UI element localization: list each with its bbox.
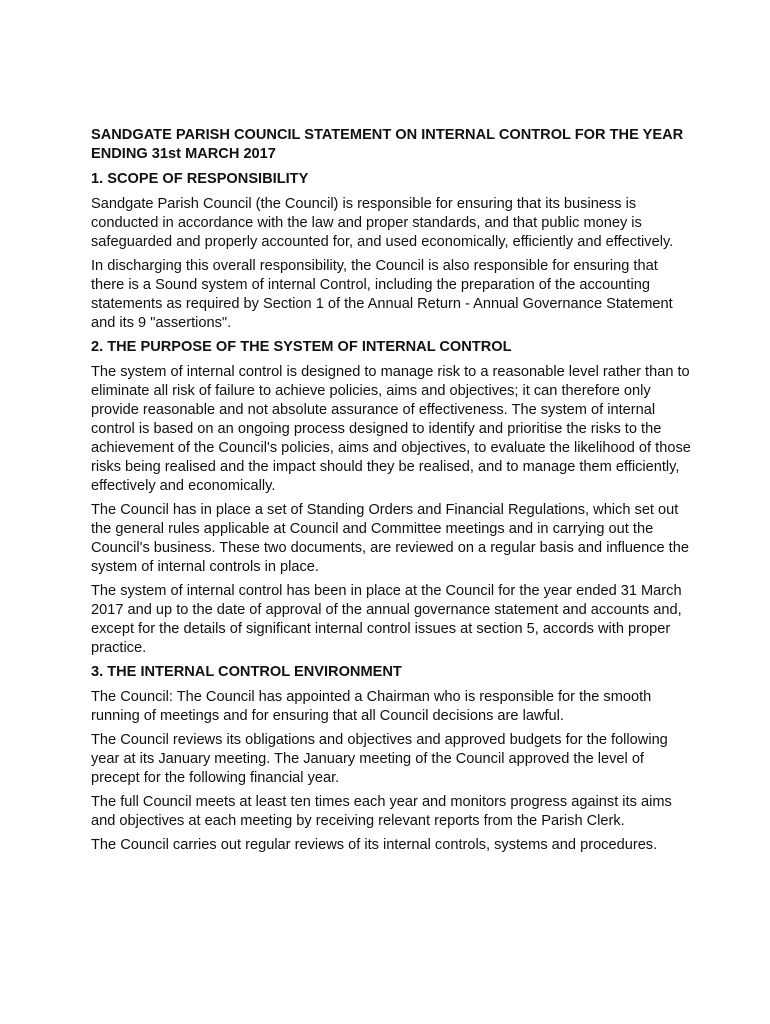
- paragraph: The full Council meets at least ten times each year and monitors progress against its aims and objectives at each meeting by receiving relevant reports from the Parish Clerk.: [91, 794, 672, 829]
- paragraph: The Council reviews its obligations and objectives and approved budgets for the following year at its January meeting. The January meeting of the Council approved the level of precept for the following financial year.: [91, 732, 668, 786]
- paragraph: The Council has in place a set of Standing Orders and Financial Regulations, which set out the general rules applicable at Council and Committee meetings and in carrying out the Council's business. These two documents, are reviewed on a regular basis and influence the system of internal controls in place.: [91, 502, 689, 575]
- paragraph: The system of internal control is designed to manage risk to a reasonable level rather than to eliminate all risk of failure to achieve policies, aims and objectives; it can therefore only provide reasonable and not absolute assurance of effectiveness. The system of internal control is based on an ongoing process designed to identify and prioritise the risks to the achievement of the Council's policies, aims and objectives, to evaluate the likelihood of those risks being realised and the impact should they be realised, and to manage them efficiently, effectively and economically.: [91, 364, 691, 494]
- paragraph: The Council: The Council has appointed a Chairman who is responsible for the smooth running of meetings and for ensuring that all Council decisions are lawful.: [91, 689, 652, 724]
- section-purpose-of-internal-control: [91, 338, 691, 658]
- section-heading: 2. THE PURPOSE OF THE SYSTEM OF INTERNAL CONTROL: [91, 339, 512, 355]
- paragraph: In discharging this overall responsibility, the Council is also responsible for ensuring that there is a Sound system of internal Control, including the preparation of the accounting statements as required by Section 1 of the Annual Return - Annual Governance Statement and its 9 "assertions".: [91, 258, 673, 331]
- paragraph: The system of internal control has been in place at the Council for the year ended 31 March 2017 and up to the date of approval of the annual governance statement and accounts and, except for the details of significant internal control issues at section 5, accords with proper practice.: [91, 583, 682, 656]
- section-heading: 1. SCOPE OF RESPONSIBILITY: [91, 171, 309, 187]
- document-page: [91, 126, 691, 860]
- paragraph: Sandgate Parish Council (the Council) is responsible for ensuring that its business is conducted in accordance with the law and proper standards, and that public money is safeguarded and properly accounted for, and used economically, efficiently and effectively.: [91, 196, 674, 250]
- document-title: SANDGATE PARISH COUNCIL STATEMENT ON INTERNAL CONTROL FOR THE YEAR ENDING 31st MARCH 2017: [91, 127, 684, 162]
- paragraph: The Council carries out regular reviews of its internal controls, systems and procedures.: [91, 837, 658, 853]
- section-scope-of-responsibility: [91, 170, 691, 333]
- section-heading: 3. THE INTERNAL CONTROL ENVIRONMENT: [91, 664, 402, 680]
- section-internal-control-environment: [91, 663, 691, 855]
